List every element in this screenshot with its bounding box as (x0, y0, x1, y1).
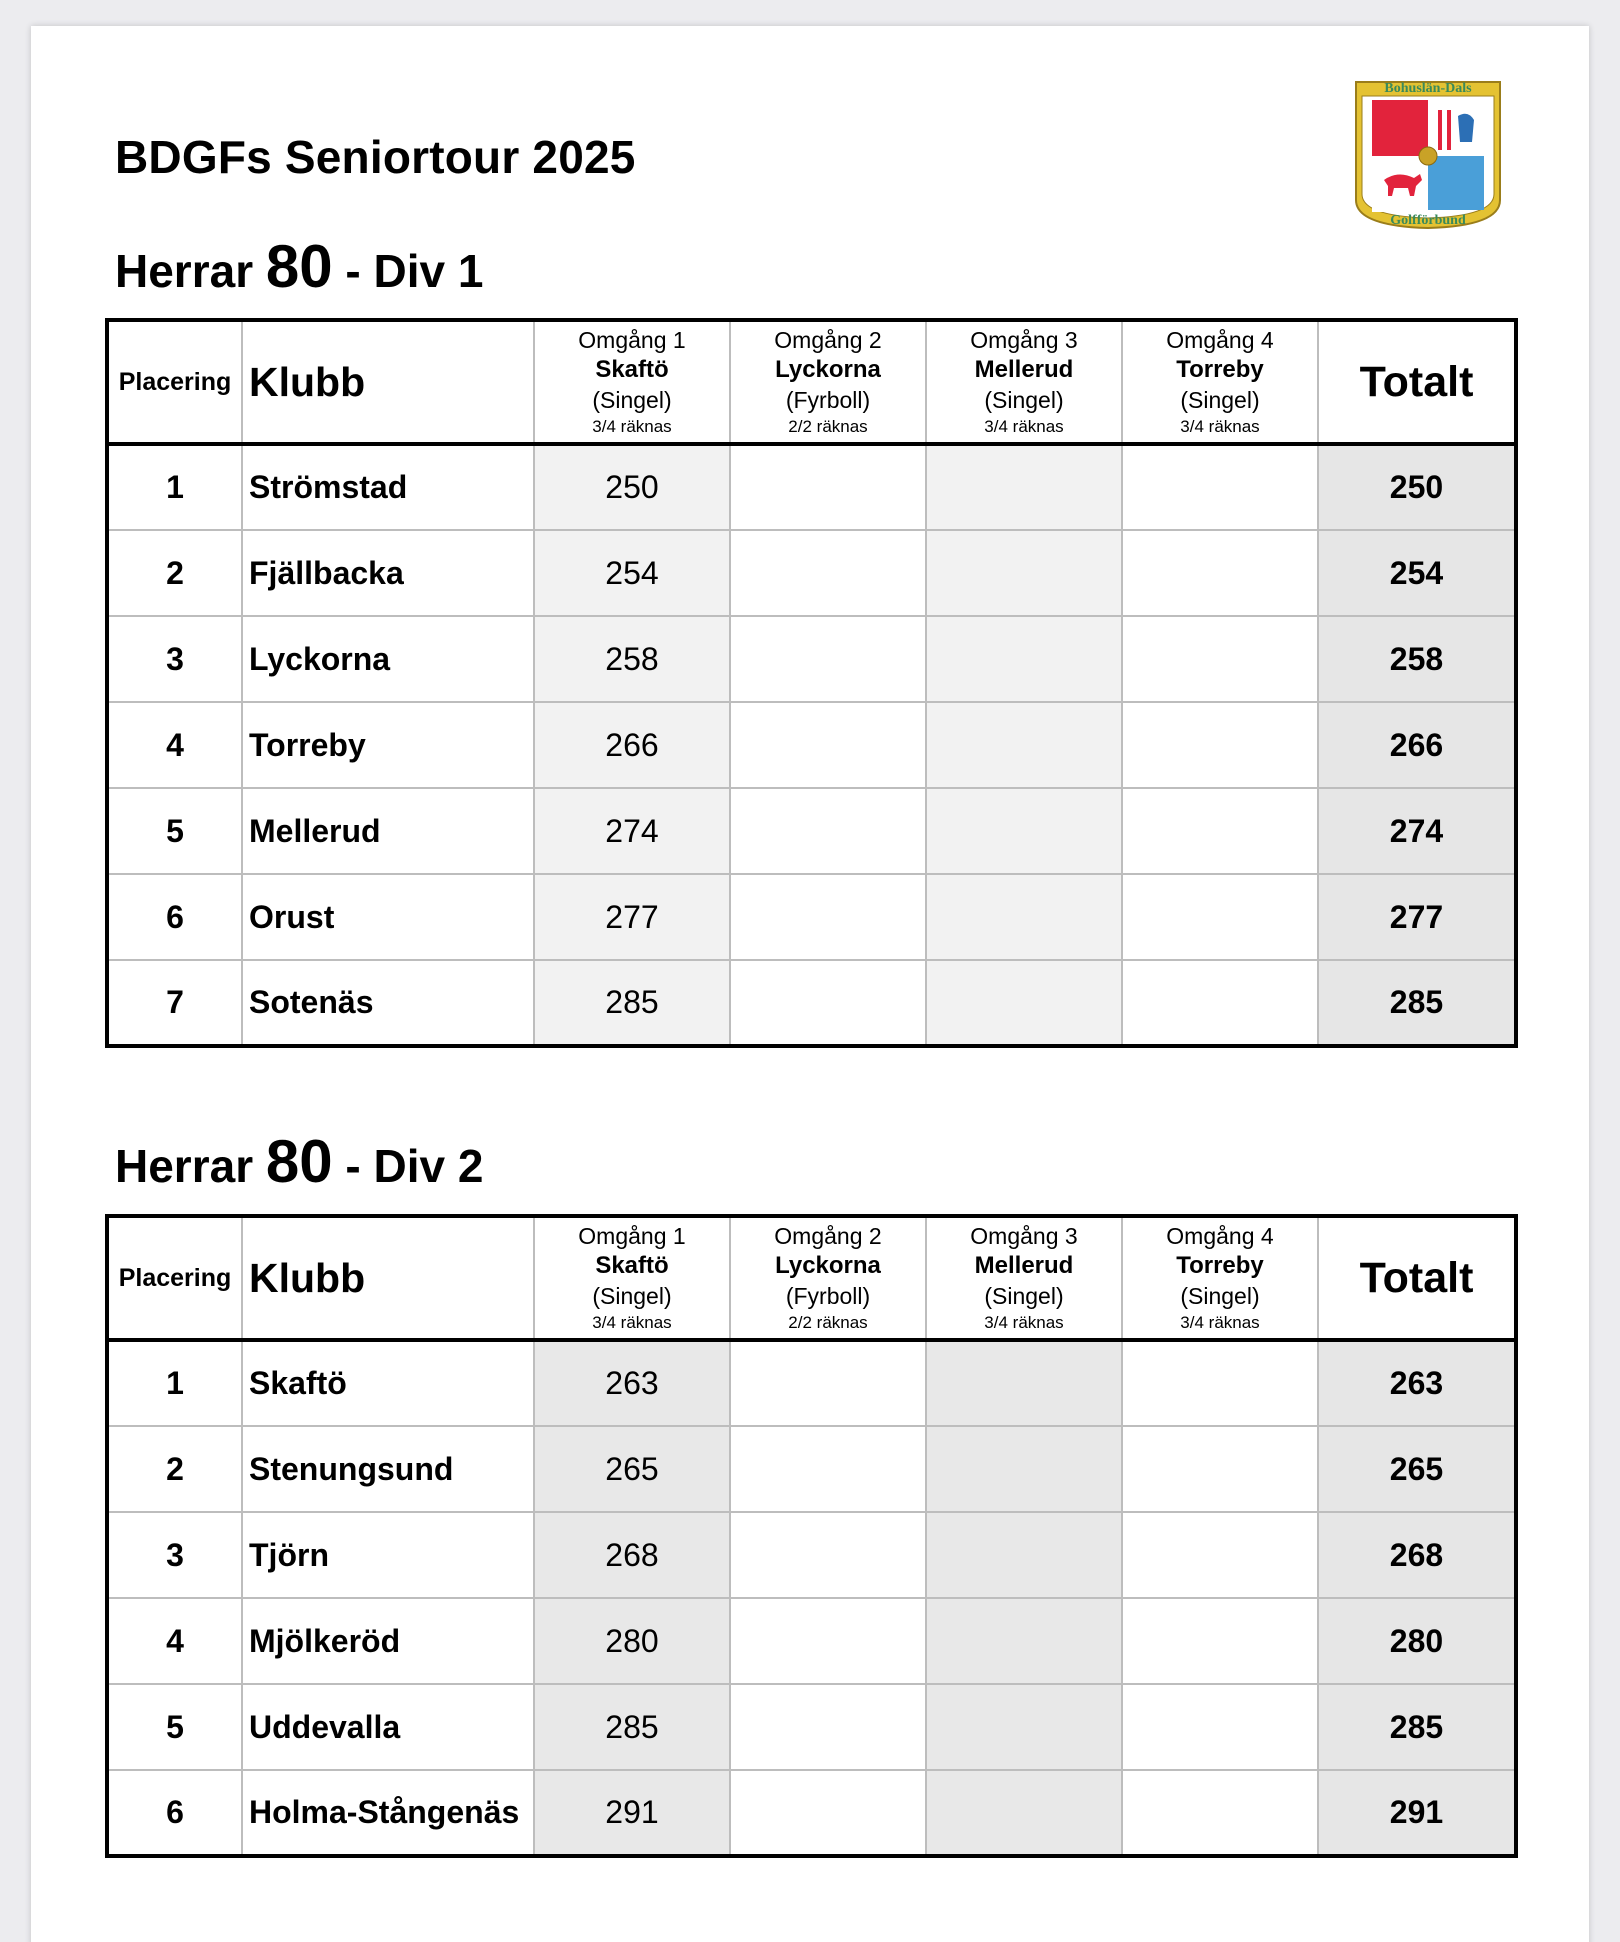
round-2-score (730, 960, 926, 1046)
round-4-score (1122, 702, 1318, 788)
round-1-score: 263 (534, 1340, 730, 1426)
placement-cell: 4 (107, 702, 242, 788)
round-3-score (926, 874, 1122, 960)
club-cell: Sotenäs (242, 960, 534, 1046)
round-2-score (730, 444, 926, 530)
round-4-score (1122, 616, 1318, 702)
round-4-score (1122, 788, 1318, 874)
total-cell: 285 (1318, 1684, 1516, 1770)
placement-cell: 3 (107, 1512, 242, 1598)
round-1-score: 274 (534, 788, 730, 874)
round-2-score (730, 874, 926, 960)
club-cell: Orust (242, 874, 534, 960)
round-venue: Mellerud (974, 1252, 1074, 1279)
round-number: Omgång 4 (1166, 327, 1274, 353)
round-3-score (926, 616, 1122, 702)
placement-cell: 6 (107, 1770, 242, 1856)
round-format: (Singel) (592, 1283, 672, 1309)
round-3-score (926, 444, 1122, 530)
table-row (107, 1770, 1516, 1856)
round-venue: Skaftö (595, 1252, 669, 1279)
table-row (107, 616, 1516, 702)
division-title-number: 80 (265, 1128, 333, 1195)
round-4-score (1122, 1598, 1318, 1684)
round-format: (Fyrboll) (785, 1283, 871, 1309)
round-counting: 2/2 räknas (788, 417, 868, 436)
round-venue: Skaftö (595, 356, 669, 383)
round-1-score: 285 (534, 1684, 730, 1770)
round-1-score: 277 (534, 874, 730, 960)
round-3-score (926, 788, 1122, 874)
logo-bottom-text: Golfförbund (1390, 213, 1466, 228)
total-cell: 254 (1318, 530, 1516, 616)
total-cell: 280 (1318, 1598, 1516, 1684)
division-1-table (105, 318, 1518, 1048)
round-2-score (730, 530, 926, 616)
round-counting: 3/4 räknas (592, 1313, 672, 1332)
club-cell: Skaftö (242, 1340, 534, 1426)
division-2-table (105, 1214, 1518, 1858)
round-4-score (1122, 444, 1318, 530)
federation-logo (1348, 76, 1508, 232)
round-2-score (730, 1598, 926, 1684)
round-1-score: 291 (534, 1770, 730, 1856)
round-2-score (730, 1684, 926, 1770)
round-1-score: 258 (534, 616, 730, 702)
total-cell: 277 (1318, 874, 1516, 960)
table-row (107, 874, 1516, 960)
total-cell: 258 (1318, 616, 1516, 702)
round-3-score (926, 1426, 1122, 1512)
round-number: Omgång 2 (774, 327, 882, 353)
club-cell: Strömstad (242, 444, 534, 530)
round-1-score: 280 (534, 1598, 730, 1684)
placement-cell: 5 (107, 1684, 242, 1770)
round-counting: 2/2 räknas (788, 1313, 868, 1332)
header-round-3 (926, 320, 1122, 444)
header-round-1 (534, 320, 730, 444)
header-round-1 (534, 1216, 730, 1340)
round-venue: Lyckorna (775, 356, 881, 383)
table-row (107, 1598, 1516, 1684)
table-row (107, 960, 1516, 1046)
placement-cell: 3 (107, 616, 242, 702)
header-placement: Placering (107, 1216, 242, 1340)
round-1-score: 250 (534, 444, 730, 530)
round-venue: Lyckorna (775, 1252, 881, 1279)
placement-cell: 2 (107, 530, 242, 616)
round-format: (Singel) (592, 387, 672, 413)
total-cell: 265 (1318, 1426, 1516, 1512)
placement-cell: 4 (107, 1598, 242, 1684)
round-4-score (1122, 960, 1318, 1046)
table-row (107, 788, 1516, 874)
total-cell: 285 (1318, 960, 1516, 1046)
table-row (107, 444, 1516, 530)
club-cell: Tjörn (242, 1512, 534, 1598)
table-row (107, 1512, 1516, 1598)
round-number: Omgång 3 (970, 327, 1078, 353)
total-cell: 268 (1318, 1512, 1516, 1598)
table-row (107, 1684, 1516, 1770)
club-cell: Fjällbacka (242, 530, 534, 616)
round-3-score (926, 960, 1122, 1046)
table-row (107, 1340, 1516, 1426)
round-format: (Fyrboll) (785, 387, 871, 413)
club-cell: Lyckorna (242, 616, 534, 702)
round-1-score: 254 (534, 530, 730, 616)
header-round-2 (730, 1216, 926, 1340)
header-club: Klubb (242, 1216, 534, 1340)
round-venue: Torreby (1176, 1252, 1264, 1279)
club-cell: Stenungsund (242, 1426, 534, 1512)
total-cell: 266 (1318, 702, 1516, 788)
round-format: (Singel) (984, 1283, 1064, 1309)
division-2-title (115, 1127, 483, 1196)
club-cell: Mellerud (242, 788, 534, 874)
round-2-score (730, 1340, 926, 1426)
round-format: (Singel) (1180, 1283, 1260, 1309)
table-header-row (107, 1216, 1516, 1340)
round-1-score: 266 (534, 702, 730, 788)
table-row (107, 530, 1516, 616)
club-cell: Uddevalla (242, 1684, 534, 1770)
header-total: Totalt (1318, 320, 1516, 444)
round-4-score (1122, 1770, 1318, 1856)
round-3-score (926, 1770, 1122, 1856)
placement-cell: 6 (107, 874, 242, 960)
round-2-score (730, 788, 926, 874)
total-cell: 274 (1318, 788, 1516, 874)
division-title-prefix: Herrar (115, 245, 254, 297)
division-title-suffix: - Div 2 (345, 1140, 484, 1192)
round-4-score (1122, 1340, 1318, 1426)
total-cell: 263 (1318, 1340, 1516, 1426)
round-2-score (730, 1770, 926, 1856)
header-round-3 (926, 1216, 1122, 1340)
round-1-score: 265 (534, 1426, 730, 1512)
header-round-2 (730, 320, 926, 444)
round-3-score (926, 1598, 1122, 1684)
placement-cell: 7 (107, 960, 242, 1046)
placement-cell: 5 (107, 788, 242, 874)
round-number: Omgång 3 (970, 1223, 1078, 1249)
round-counting: 3/4 räknas (1180, 1313, 1260, 1332)
header-round-4 (1122, 1216, 1318, 1340)
round-3-score (926, 1684, 1122, 1770)
round-format: (Singel) (984, 387, 1064, 413)
header-round-4 (1122, 320, 1318, 444)
division-1-title (115, 232, 483, 301)
header-club: Klubb (242, 320, 534, 444)
round-4-score (1122, 1426, 1318, 1512)
division-title-prefix: Herrar (115, 1140, 254, 1192)
page-title: BDGFs Seniortour 2025 (115, 131, 636, 183)
table-row (107, 702, 1516, 788)
total-cell: 250 (1318, 444, 1516, 530)
round-3-score (926, 1340, 1122, 1426)
round-number: Omgång 1 (578, 327, 686, 353)
division-title-suffix: - Div 1 (345, 245, 484, 297)
round-4-score (1122, 530, 1318, 616)
round-2-score (730, 1512, 926, 1598)
round-counting: 3/4 räknas (984, 1313, 1064, 1332)
round-1-score: 268 (534, 1512, 730, 1598)
round-2-score (730, 1426, 926, 1512)
round-3-score (926, 1512, 1122, 1598)
round-format: (Singel) (1180, 387, 1260, 413)
logo-top-text: Bohuslän-Dals (1384, 81, 1472, 96)
round-3-score (926, 530, 1122, 616)
header-total: Totalt (1318, 1216, 1516, 1340)
round-counting: 3/4 räknas (1180, 417, 1260, 436)
round-2-score (730, 616, 926, 702)
round-number: Omgång 2 (774, 1223, 882, 1249)
round-1-score: 285 (534, 960, 730, 1046)
round-4-score (1122, 874, 1318, 960)
division-title-number: 80 (265, 233, 333, 300)
round-venue: Mellerud (974, 356, 1074, 383)
club-cell: Holma-Stångenäs (242, 1770, 534, 1856)
club-cell: Torreby (242, 702, 534, 788)
round-counting: 3/4 räknas (984, 417, 1064, 436)
round-4-score (1122, 1512, 1318, 1598)
placement-cell: 1 (107, 444, 242, 530)
placement-cell: 1 (107, 1340, 242, 1426)
placement-cell: 2 (107, 1426, 242, 1512)
club-cell: Mjölkeröd (242, 1598, 534, 1684)
round-venue: Torreby (1176, 356, 1264, 383)
round-4-score (1122, 1684, 1318, 1770)
table-row (107, 1426, 1516, 1512)
round-3-score (926, 702, 1122, 788)
round-number: Omgång 1 (578, 1223, 686, 1249)
table-header-row (107, 320, 1516, 444)
round-number: Omgång 4 (1166, 1223, 1274, 1249)
round-2-score (730, 702, 926, 788)
header-placement: Placering (107, 320, 242, 444)
round-counting: 3/4 räknas (592, 417, 672, 436)
total-cell: 291 (1318, 1770, 1516, 1856)
